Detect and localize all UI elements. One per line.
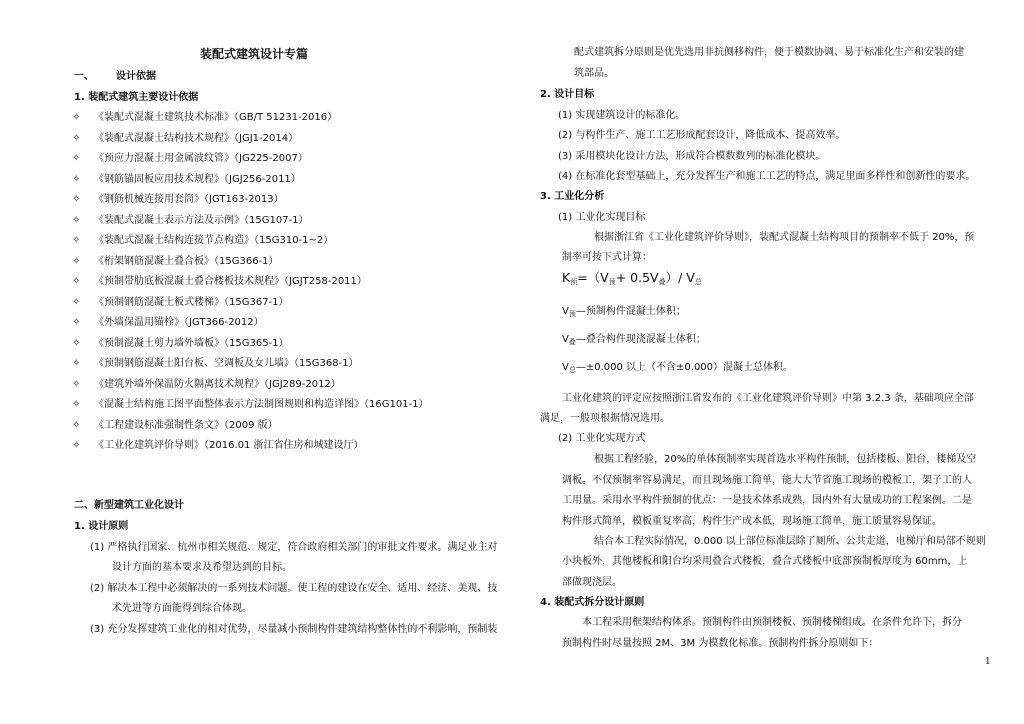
principle-1-line-1: (1) 严格执行国家、杭州市相关规范、规定，符合政府相关部门的审批文件要求。满足业主对 bbox=[90, 542, 498, 553]
definition-v-prefab bbox=[562, 305, 686, 321]
bullet-icon: ✧ bbox=[72, 440, 81, 451]
reference-text: 《预制钢筋混凝土阳台板、空调板及女儿墙》（15G368-1） bbox=[94, 358, 359, 369]
section-1-number: 一、 bbox=[74, 71, 94, 82]
reference-text: 《工业化建筑评价导则》（2016.01 浙江省住房和城建设厅） bbox=[94, 440, 364, 451]
section-2-heading: 二、新型建筑工业化设计 bbox=[74, 500, 184, 511]
reference-text: 《工程建设标准强制性条文》（2009 版） bbox=[94, 419, 278, 431]
reference-item bbox=[72, 419, 278, 433]
formula-k-sub: 预 bbox=[570, 278, 578, 286]
paragraph-a-line-2: 制率可按下式计算： bbox=[562, 252, 652, 263]
reference-item bbox=[72, 111, 337, 125]
bullet-icon: ✧ bbox=[72, 358, 81, 369]
reference-text: 《建筑外墙外保温防火隔离技术规程》（JGJ289-2012） bbox=[94, 378, 341, 390]
reference-item bbox=[72, 275, 367, 289]
paragraph-e-line-2: 预制构件时尽量按照 2M、3M 为模数化标准。预制构件拆分原则如下： bbox=[562, 638, 879, 649]
reference-item bbox=[72, 316, 264, 330]
bullet-icon: ✧ bbox=[72, 399, 81, 410]
reference-item bbox=[72, 132, 298, 146]
def-3-text: —±0.000 以上（不含±0.000）混凝土总体积。 bbox=[575, 362, 794, 373]
paragraph-b-line-1: 工业化建筑的评定应按照浙江省发布的《工业化建筑评价导则》中第 3.2.3 条，基础项应全部 bbox=[562, 393, 974, 404]
bullet-icon: ✧ bbox=[72, 419, 81, 431]
formula-v3-sub: 总 bbox=[694, 278, 702, 286]
reference-text: 《装配式混凝土结构技术规程》（JGJ1-2014） bbox=[94, 132, 299, 144]
reference-text: 《装配式混凝土建筑技术标准》（GB/T 51231-2016） bbox=[94, 112, 338, 123]
bullet-icon: ✧ bbox=[72, 194, 81, 205]
paragraph-c-line-4: 构件形式简单，模板重复率高，构件生产成本低，现场施工简单，施工质量容易保证。 bbox=[562, 516, 942, 527]
paragraph-c-line-2: 调板。不仅预制率容易满足，而且现场施工简单，能大大节省施工现场的模板工，架子工的人 bbox=[562, 475, 972, 486]
section-2-goals-heading: 2. 设计目标 bbox=[540, 89, 595, 100]
principle-1-line-2: 设计方面的基本要求及希望达到的目标。 bbox=[112, 562, 292, 573]
reference-text: 《外墙保温用锚栓》（JGT366-2012） bbox=[94, 317, 264, 328]
reference-text: 《装配式混凝土表示方法及示例》（15G107-1） bbox=[94, 214, 309, 226]
def-1-text: —预制构件混凝土体积； bbox=[575, 306, 686, 317]
reference-item bbox=[72, 439, 364, 453]
formula-part-2: + 0.5V bbox=[615, 270, 659, 285]
reference-item bbox=[72, 378, 341, 392]
bullet-icon: ✧ bbox=[72, 337, 81, 349]
def-1-symbol: V bbox=[562, 306, 569, 317]
continued-line-2: 筑部品。 bbox=[574, 68, 614, 79]
paragraph-a-line-1: 根据浙江省《工业化建筑评价导则》，装配式混凝土结构项目的预制率不低于 20%，预 bbox=[594, 232, 975, 243]
formula-v2-sub: 叠 bbox=[658, 278, 666, 286]
section-3-heading: 3. 工业化分析 bbox=[540, 191, 605, 202]
document-title: 装配式建筑设计专篇 bbox=[200, 47, 309, 61]
subsection-2-1-heading: 1. 设计原则 bbox=[74, 521, 129, 532]
paragraph-e-line-1: 本工程采用框架结构体系。预制构件由预制楼板、预制楼梯组成。在条件允许下，拆分 bbox=[582, 617, 962, 628]
paragraph-c-line-1: 根据工程经验，20%的单体预制率实现首选水平构件预制，包括楼板、阳台，楼梯及空 bbox=[594, 454, 977, 465]
reference-text: 《钢筋机械连接用套筒》（JGT163-2013） bbox=[94, 194, 284, 205]
formula-v1-sub: 预 bbox=[608, 278, 616, 286]
continued-line-1: 配式建筑拆分原则是优先选用非抗侧移构件，便于模数协调、易于标准化生产和安装的建 bbox=[574, 47, 964, 58]
bullet-icon: ✧ bbox=[72, 255, 81, 267]
principle-3-line-1: (3) 充分发挥建筑工业化的相对优势，尽量减小预制构件建筑结构整体性的不利影响，预制装 bbox=[90, 624, 498, 635]
definition-v-total bbox=[562, 361, 793, 377]
reference-text: 《钢筋锚固板应用技术规程》（JGJ256-2011） bbox=[94, 173, 301, 185]
goal-2: (2) 与构件生产、施工工艺形成配套设计，降低成本、提高效率。 bbox=[558, 130, 846, 141]
def-2-text: —叠合构件现浇混凝土体积； bbox=[575, 334, 706, 345]
principle-2-line-2: 术先进等方面能得到综合体现。 bbox=[112, 603, 252, 614]
reference-text: 《预制钢筋混凝土板式楼梯》（15G367-1） bbox=[94, 296, 289, 308]
bullet-icon: ✧ bbox=[72, 296, 81, 308]
bullet-icon: ✧ bbox=[72, 378, 81, 390]
goal-1: (1) 实现建筑设计的标准化。 bbox=[558, 110, 686, 121]
paragraph-c-line-3: 工用量。采用水平构件预制的优点：一是技术体系成熟，国内外有大量成功的工程案例。二是 bbox=[562, 495, 972, 506]
reference-text: 《预应力混凝土用金属波纹管》（JG225-2007） bbox=[94, 153, 308, 164]
reference-text: 《桁架钢筋混凝土叠合板》（15G366-1） bbox=[94, 255, 279, 267]
bullet-icon: ✧ bbox=[72, 132, 81, 144]
reference-item bbox=[72, 152, 308, 166]
goal-3: (3) 采用模块化设计方法，形成符合模数数列的标准化模块。 bbox=[558, 151, 826, 162]
prefabrication-rate-formula bbox=[562, 271, 702, 289]
reference-item bbox=[72, 398, 429, 412]
bullet-icon: ✧ bbox=[72, 173, 81, 185]
reference-item bbox=[72, 337, 289, 351]
reference-item bbox=[72, 193, 284, 207]
reference-item bbox=[72, 234, 333, 248]
paragraph-d-line-1: 结合本工程实际情况，0.000 以上部位标准层除了厕所、公共走道，电梯厅和局部不规则 bbox=[594, 536, 986, 547]
reference-text: 《预制混凝土剪力墙外墙板》（15G365-1） bbox=[94, 337, 289, 349]
bullet-icon: ✧ bbox=[72, 317, 81, 328]
def-2-symbol: V bbox=[562, 334, 569, 345]
section-4-heading: 4. 装配式拆分设计原则 bbox=[540, 597, 645, 608]
section-1-heading bbox=[74, 70, 156, 84]
subsection-1-1-heading: 1. 装配式建筑主要设计依据 bbox=[74, 92, 199, 103]
def-3-sub: 总 bbox=[568, 366, 576, 374]
formula-part-1: =（V bbox=[577, 270, 609, 285]
def-3-symbol: V bbox=[562, 362, 569, 373]
definition-v-composite bbox=[562, 333, 706, 349]
goal-4: (4) 在标准化套型基础上，充分发挥生产和施工工艺的特点，满足里面多样性和创新性的要求。 bbox=[558, 171, 976, 182]
reference-item bbox=[72, 357, 359, 371]
subsection-3-1-heading: (1) 工业化实现目标 bbox=[558, 212, 646, 223]
reference-item bbox=[72, 214, 309, 228]
reference-item bbox=[72, 296, 289, 310]
bullet-icon: ✧ bbox=[72, 112, 81, 123]
reference-item bbox=[72, 255, 279, 269]
formula-part-3: ）/ V bbox=[665, 270, 695, 285]
page-number: 1 bbox=[985, 657, 991, 667]
reference-text: 《装配式混凝土结构连接节点构造》（15G310-1~2） bbox=[94, 235, 334, 246]
bullet-icon: ✧ bbox=[72, 153, 81, 164]
paragraph-d-line-2: 小块板外，其他楼板和阳台均采用叠合式楼板，叠合式楼板中底部预制板厚度为 60mm，上 bbox=[562, 556, 968, 567]
reference-text: 《混凝土结构施工图平面整体表示方法制图规则和构造详图》（16G101-1） bbox=[94, 399, 429, 410]
bullet-icon: ✧ bbox=[72, 276, 81, 287]
paragraph-d-line-3: 部做现浇层。 bbox=[562, 577, 622, 588]
principle-2-line-1: (2) 解决本工程中必须解决的一系列技术问题。使工程的建设在安全、适用、经济、美观、技 bbox=[90, 583, 498, 594]
def-2-sub: 叠 bbox=[568, 338, 576, 346]
def-1-sub: 预 bbox=[568, 310, 576, 318]
bullet-icon: ✧ bbox=[72, 235, 81, 246]
paragraph-b-line-2: 满足，一般项根据情况选用。 bbox=[540, 413, 670, 424]
reference-item bbox=[72, 173, 301, 187]
subsection-3-2-heading: (2) 工业化实现方式 bbox=[558, 433, 646, 444]
section-1-label: 设计依据 bbox=[116, 71, 156, 82]
reference-text: 《预制带肋底板混凝土叠合楼板技术规程》（JGJT258-2011） bbox=[94, 276, 367, 287]
bullet-icon: ✧ bbox=[72, 214, 81, 226]
formula-k: K bbox=[562, 270, 571, 285]
